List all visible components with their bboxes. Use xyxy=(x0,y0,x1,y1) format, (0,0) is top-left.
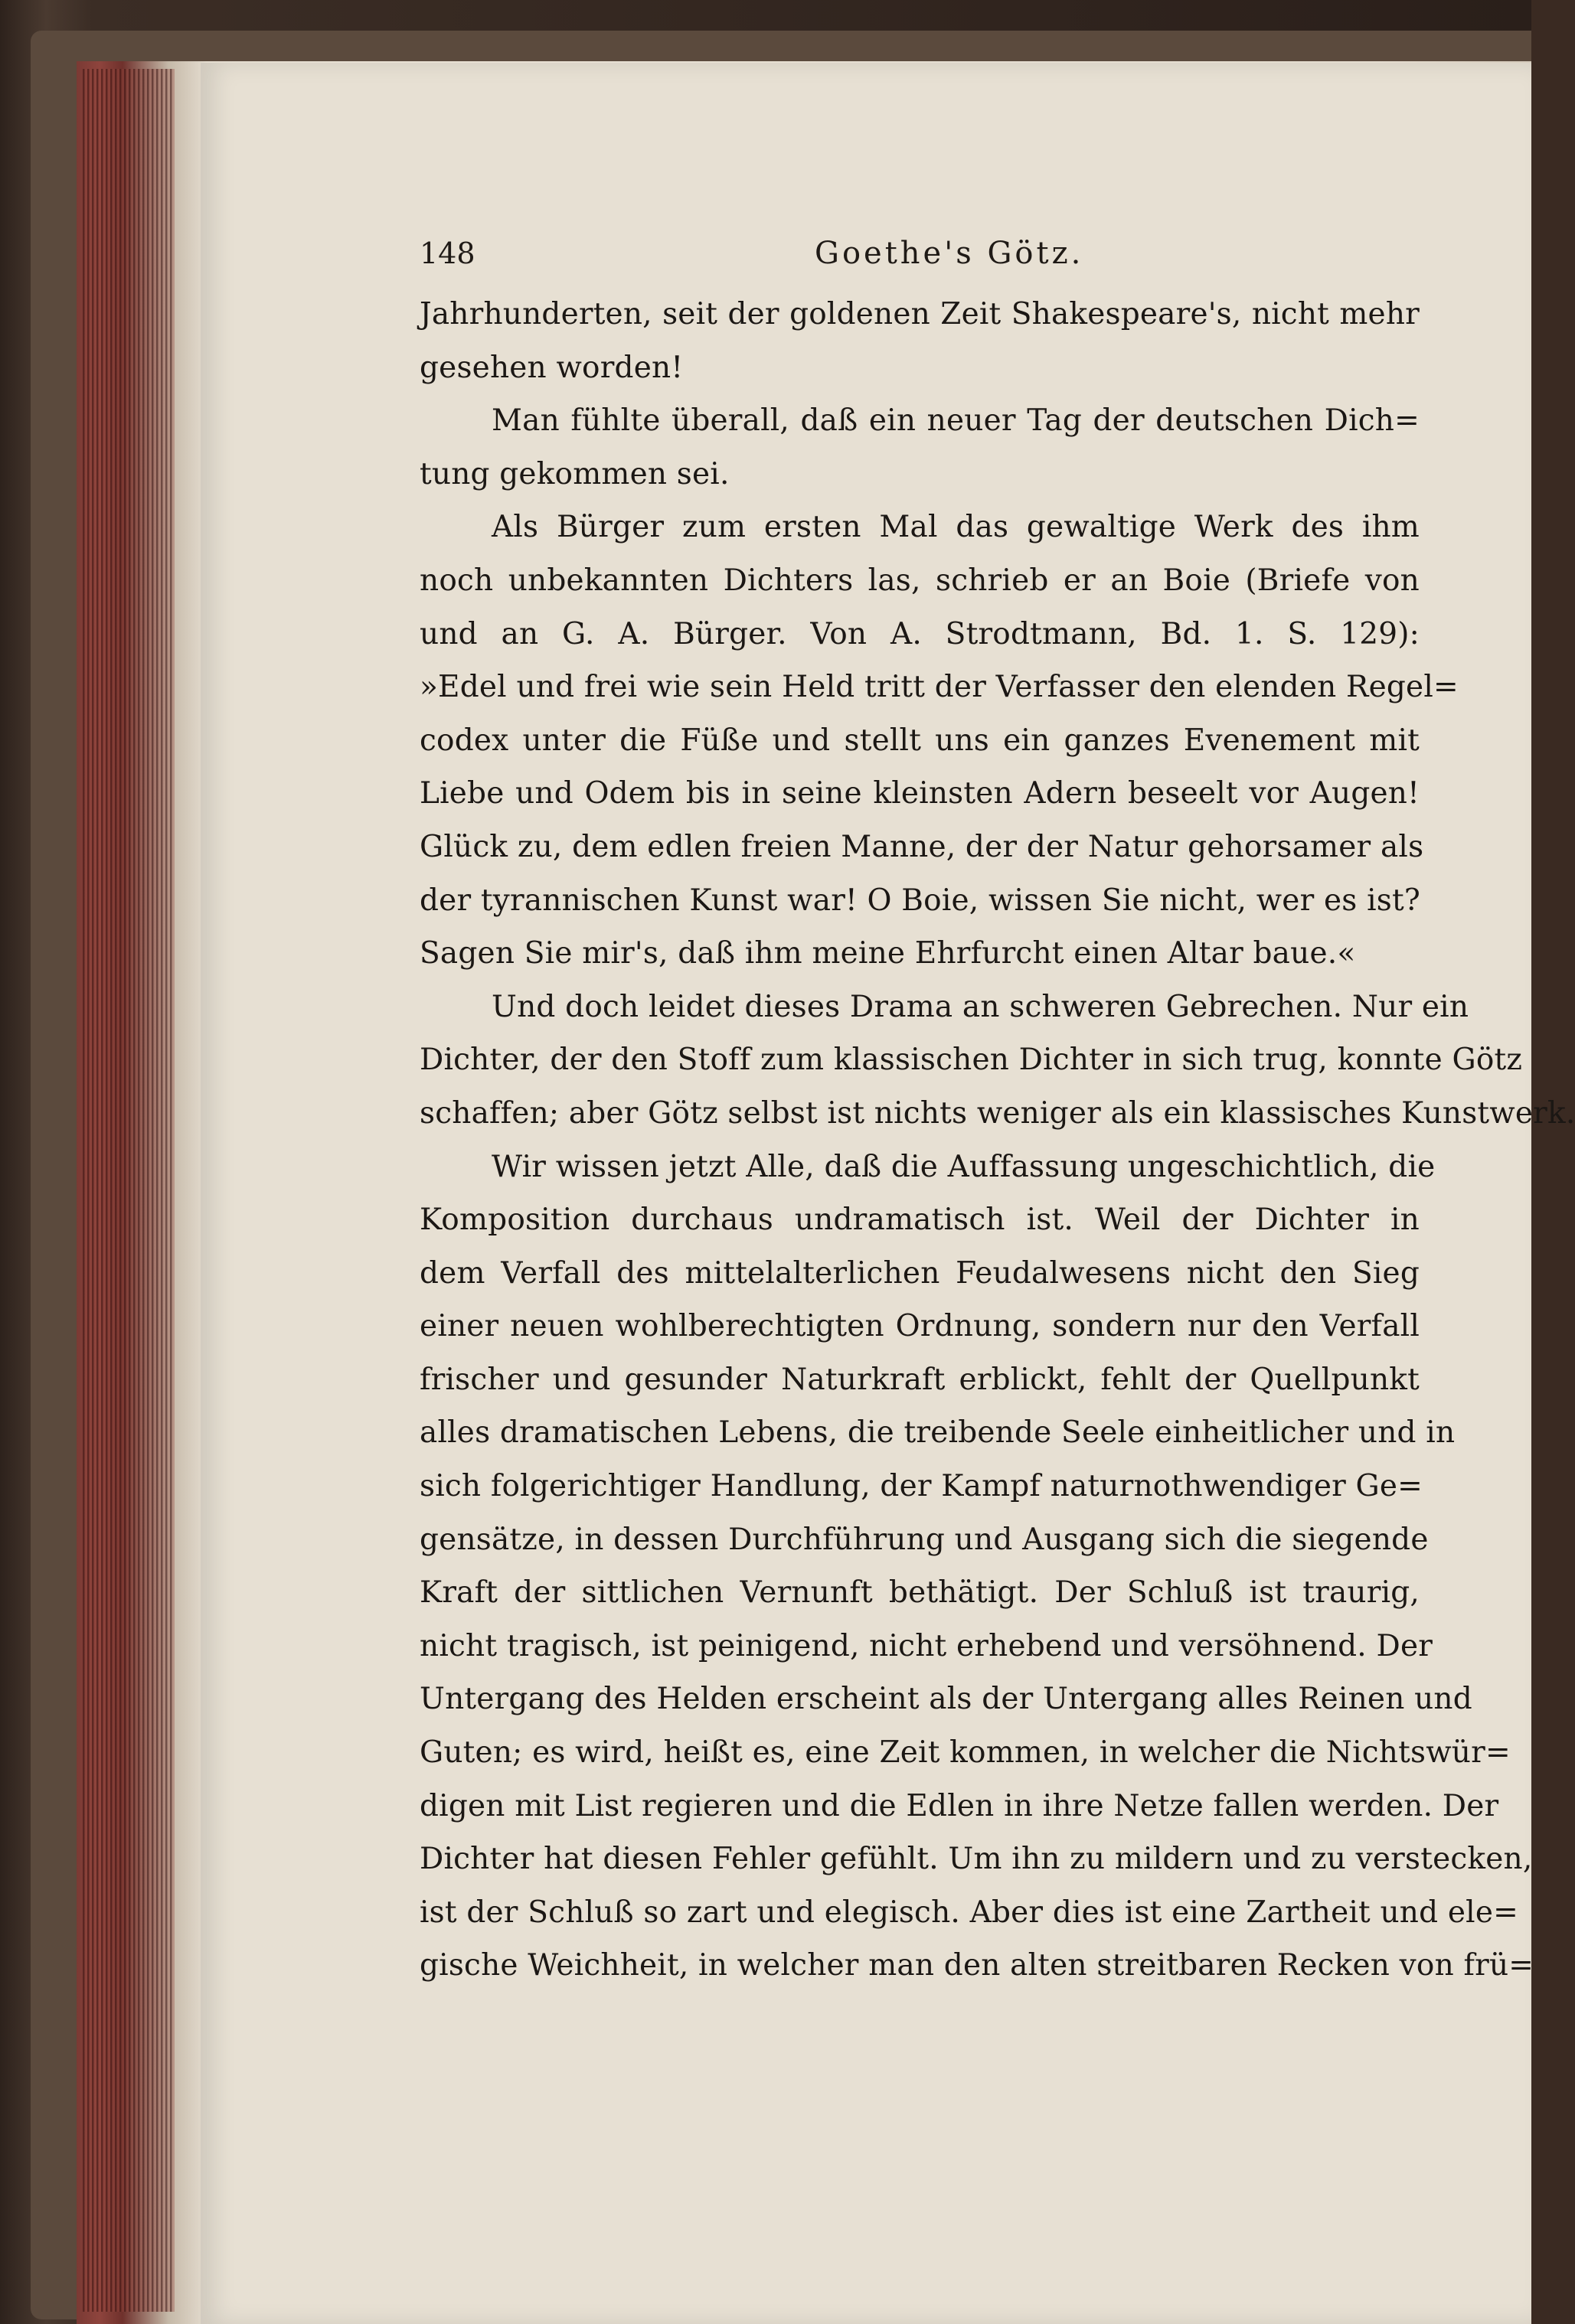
text-line: Glück zu, dem edlen freien Manne, der der Natur gehorsamer als xyxy=(420,829,1424,864)
text-line: ist der Schluß so zart und elegisch. Aber dies ist eine Zartheit und ele= xyxy=(420,1895,1518,1930)
text-line: Untergang des Helden erscheint als der Untergang alles Reinen und xyxy=(420,1682,1472,1717)
text-line: tung gekommen sei. xyxy=(420,456,730,491)
text-line: Als Bürger zum ersten Mal das gewaltige Werk des ihm xyxy=(492,510,1420,545)
text-line: Man fühlte überall, daß ein neuer Tag der deutschen Dich= xyxy=(492,403,1420,439)
text-line: dem Verfall des mittelalterlichen Feudalwesens nicht den Sieg xyxy=(420,1255,1420,1291)
text-line: Sagen Sie mir's, daß ihm meine Ehrfurcht einen Altar baue.« xyxy=(420,936,1356,971)
page-header xyxy=(420,234,1420,277)
text-line: codex unter die Füße und stellt uns ein ganzes Evenement mit xyxy=(420,723,1420,758)
page-number: 148 xyxy=(420,237,475,270)
text-line: Wir wissen jetzt Alle, daß die Auffassung ungeschichtlich, die xyxy=(492,1149,1436,1184)
text-line: schaffen; aber Götz selbst ist nichts weniger als ein klassisches Kunstwerk. xyxy=(420,1095,1575,1131)
text-line: Guten; es wird, heißt es, eine Zeit kommen, in welcher die Nichtswür= xyxy=(420,1735,1511,1771)
text-line: Und doch leidet dieses Drama an schweren Gebrechen. Nur ein xyxy=(492,989,1469,1024)
text-line: »Edel und frei wie sein Held tritt der Verfasser den elenden Regel= xyxy=(420,670,1459,705)
text-line: und an G. A. Bürger. Von A. Strodtmann, Bd. 1. S. 129): xyxy=(420,616,1420,651)
text-line: Dichter, der den Stoff zum klassischen Dichter in sich trug, konnte Götz xyxy=(420,1043,1523,1078)
text-line: gesehen worden! xyxy=(420,350,684,385)
text-line: Kraft der sittlichen Vernunft bethätigt. Der Schluß ist traurig, xyxy=(420,1575,1420,1611)
text-line: nicht tragisch, ist peinigend, nicht erhebend und versöhnend. Der xyxy=(420,1628,1433,1663)
text-line: gische Weichheit, in welcher man den alten streitbaren Recken von frü= xyxy=(420,1948,1534,1983)
body-text xyxy=(420,288,1575,1993)
text-line: sich folgerichtiger Handlung, der Kampf naturnothwendiger Ge= xyxy=(420,1469,1423,1504)
text-line: noch unbekannten Dichters las, schrieb er an Boie (Briefe von xyxy=(420,563,1420,598)
text-line: der tyrannischen Kunst war! O Boie, wissen Sie nicht, wer es ist? xyxy=(420,883,1420,918)
text-line: Dichter hat diesen Fehler gefühlt. Um ihn zu mildern und zu verstecken, xyxy=(420,1842,1533,1877)
running-head: Goethe's Götz. xyxy=(815,236,1084,271)
text-line: Komposition durchaus undramatisch ist. Weil der Dichter in xyxy=(420,1203,1420,1238)
text-line: Liebe und Odem bis in seine kleinsten Adern beseelt vor Augen! xyxy=(420,776,1420,811)
text-line: gensätze, in dessen Durchführung und Ausgang sich die siegende xyxy=(420,1522,1429,1557)
page-edges xyxy=(83,69,175,2312)
text-line: alles dramatischen Lebens, die treibende Seele einheitlicher und in xyxy=(420,1415,1456,1451)
text-line: frischer und gesunder Naturkraft erblickt, fehlt der Quellpunkt xyxy=(420,1362,1420,1397)
text-line: Jahrhunderten, seit der goldenen Zeit Shakespeare's, nicht mehr xyxy=(420,297,1420,331)
text-line: einer neuen wohlberechtigten Ordnung, sondern nur den Verfall xyxy=(420,1309,1420,1344)
text-line: digen mit List regieren und die Edlen in ihre Netze fallen werden. Der xyxy=(420,1788,1499,1823)
